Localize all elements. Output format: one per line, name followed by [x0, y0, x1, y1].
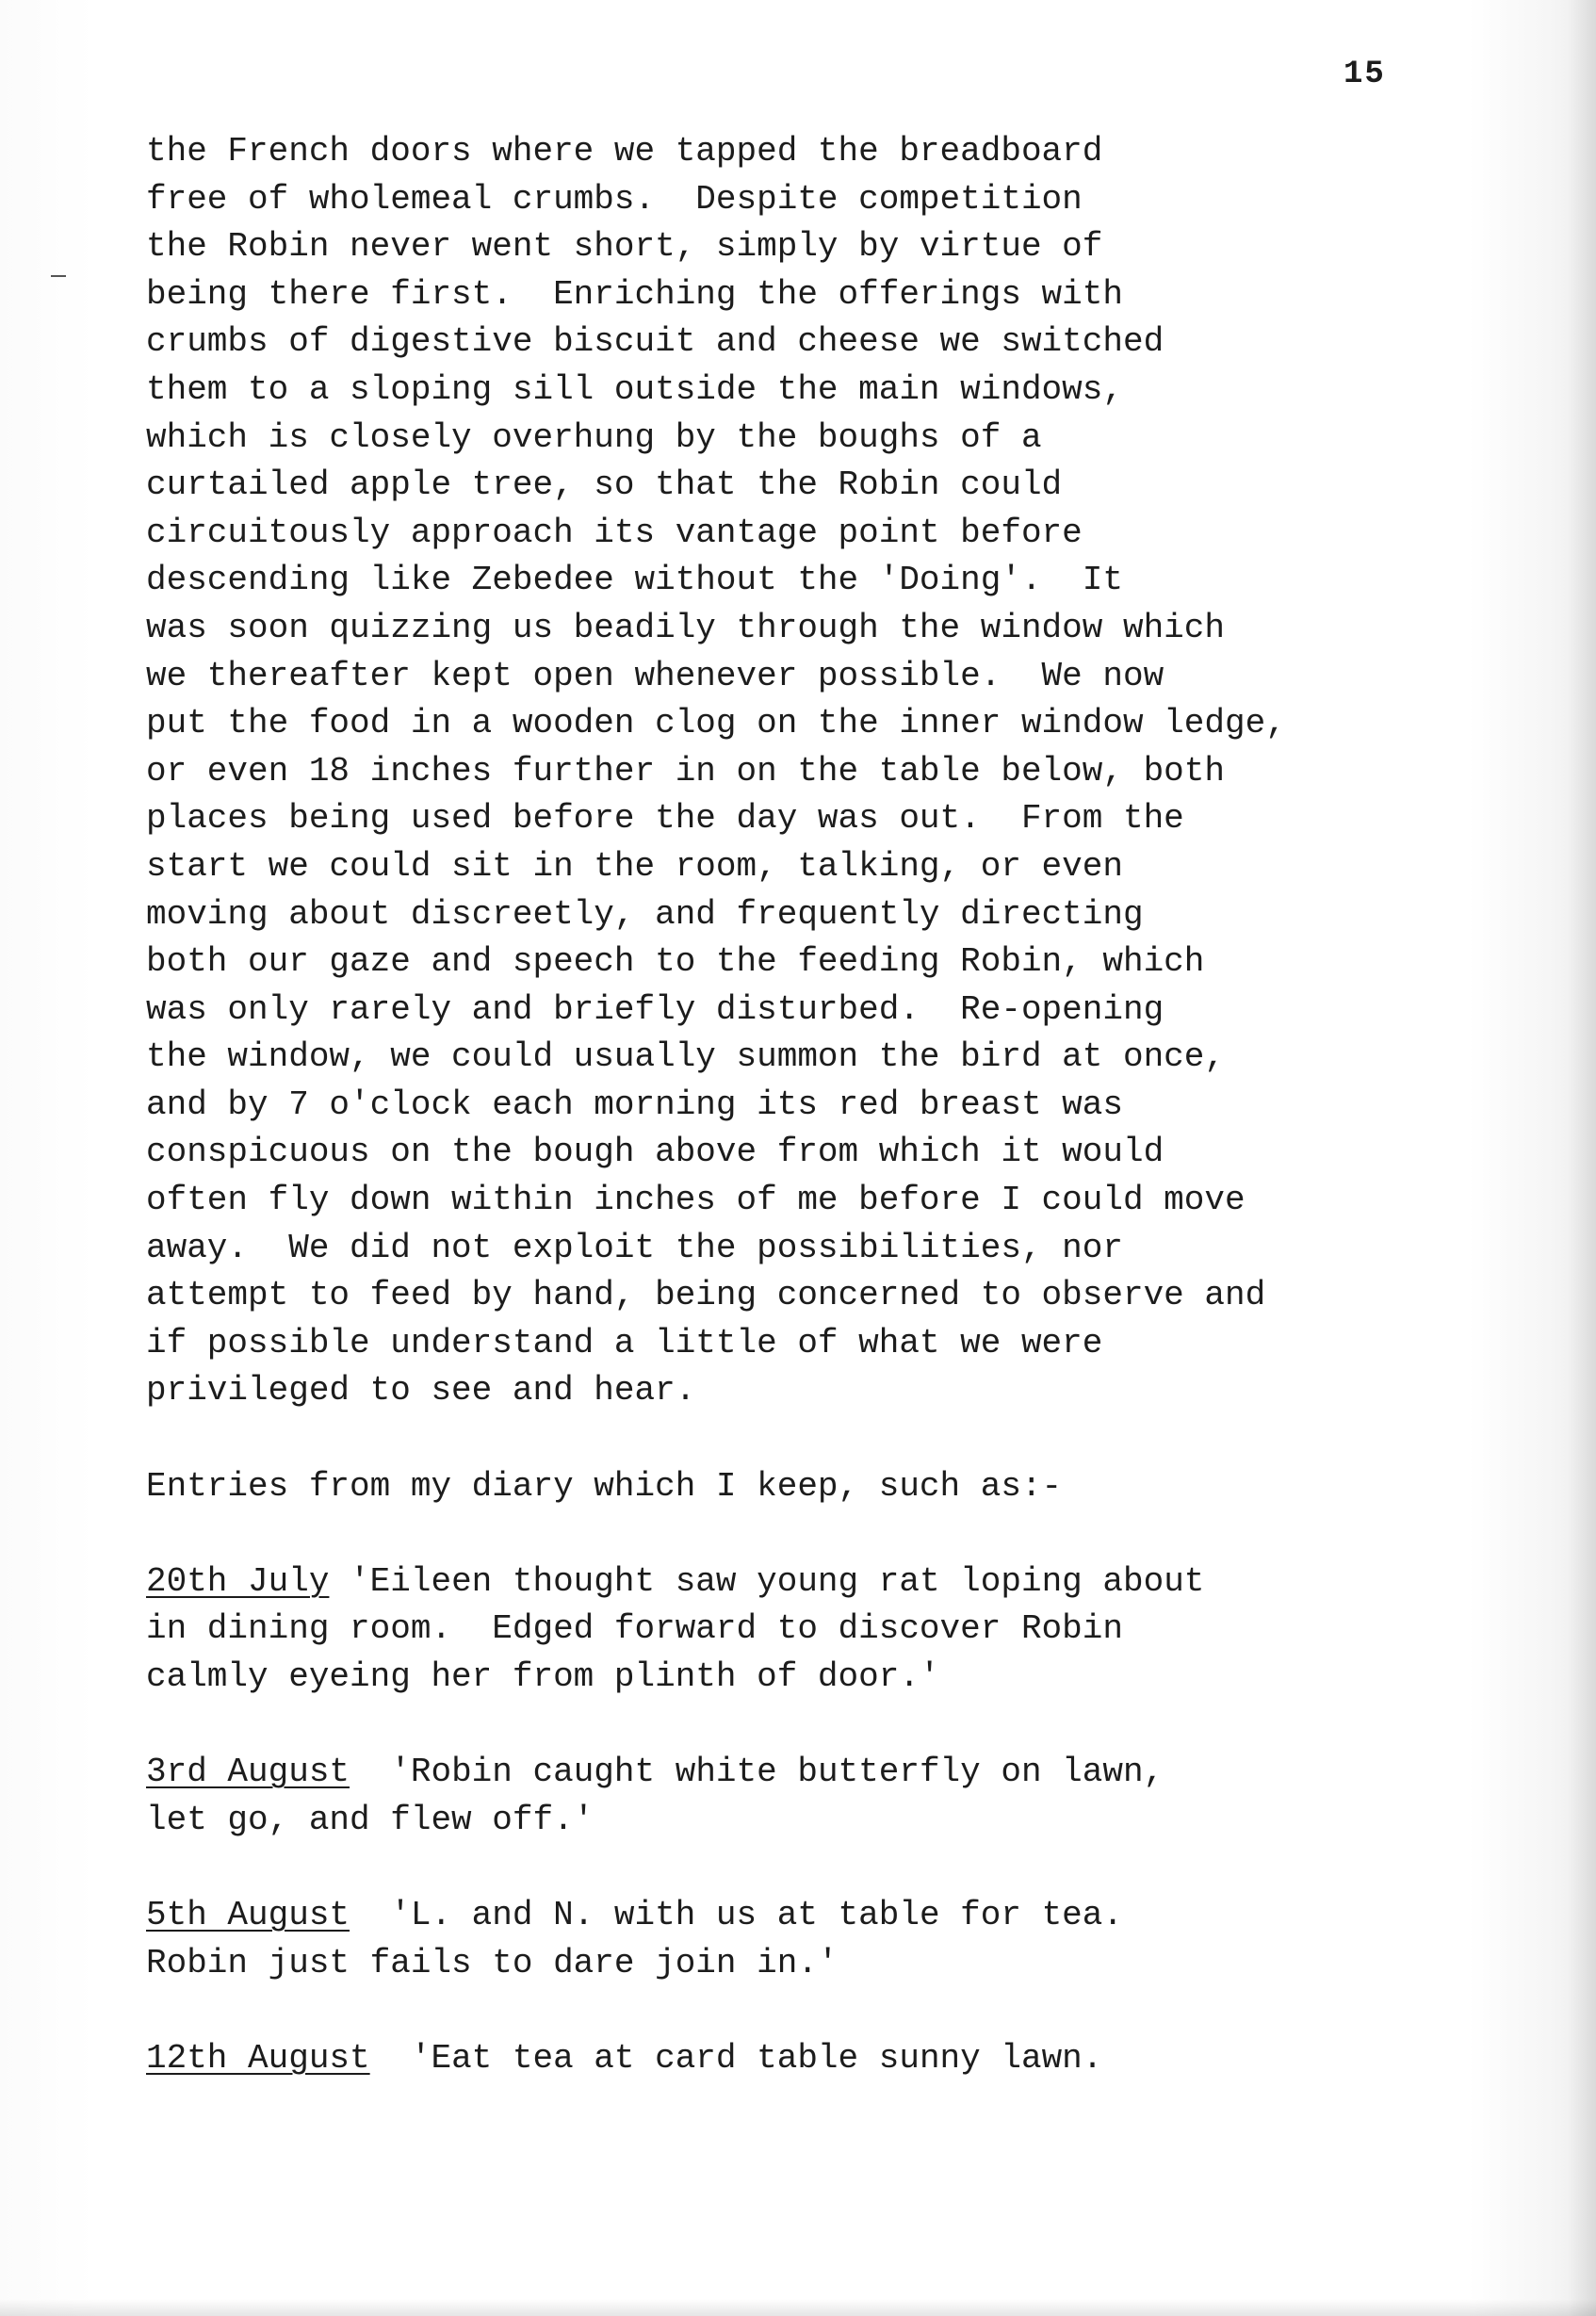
paragraph-line: free of wholemeal crumbs. Despite competition [146, 179, 1083, 219]
entry-text: in dining room. Edged forward to discover Robin [146, 1609, 1123, 1649]
paragraph-line: being there first. Enriching the offerings with [146, 274, 1123, 314]
entry-date: 12th August [146, 2038, 370, 2078]
blank-line [146, 1844, 1484, 1892]
entry-text: 'Robin caught white butterfly on lawn, [390, 1753, 1164, 1792]
paragraph-line: places being used before the day was out. From the [146, 799, 1184, 839]
entry-text: 'Eat tea at card table sunny lawn. [410, 2038, 1103, 2078]
paragraph-line: the French doors where we tapped the breadboard [146, 132, 1103, 171]
paragraph-line: was only rarely and briefly disturbed. Re-opening [146, 989, 1164, 1029]
diary-entry-first-line [146, 1749, 1484, 1797]
margin-mark [51, 275, 66, 277]
paragraph-line: them to a sloping sill outside the main windows, [146, 369, 1123, 409]
page-bottom-shadow [0, 2299, 1596, 2316]
paragraph-line: privileged to see and hear. [146, 1371, 696, 1411]
paragraph-line: we thereafter kept open whenever possible. We now [146, 656, 1164, 695]
diary-entry-12th-august [146, 2035, 1484, 2083]
paragraph-line: curtailed apple tree, so that the Robin could [146, 465, 1063, 505]
page-number: 15 [1344, 57, 1386, 92]
blank-line [146, 1702, 1484, 1750]
paragraph-line: moving about discreetly, and frequently directing [146, 894, 1144, 934]
diary-entry-20th-july [146, 1558, 1484, 1702]
blank-line [146, 1415, 1484, 1463]
paragraph-line: start we could sit in the room, talking, or even [146, 846, 1123, 886]
paragraph-line: circuitously approach its vantage point before [146, 513, 1083, 552]
paragraph-line: conspicuous on the bough above from which it would [146, 1133, 1164, 1172]
entry-text: let go, and flew off.' [146, 1800, 594, 1839]
paragraph-line: the Robin never went short, simply by virtue of [146, 227, 1103, 267]
paragraph-line: descending like Zebedee without the 'Doing'. It [146, 561, 1123, 600]
paragraph-line: or even 18 inches further in on the table below, both [146, 751, 1225, 791]
paragraph-line: often fly down within inches of me before I could move [146, 1181, 1246, 1220]
entry-date: 3rd August [146, 1753, 350, 1792]
paragraph-line: and by 7 o'clock each morning its red breast was [146, 1085, 1123, 1124]
entry-date: 20th July [146, 1561, 330, 1601]
paragraph-line: crumbs of digestive biscuit and cheese we switched [146, 322, 1164, 362]
blank-line [146, 1987, 1484, 2035]
paragraph-line: was soon quizzing us beadily through the window which [146, 608, 1225, 647]
diary-intro: Entries from my diary which I keep, such as:- [146, 1466, 1063, 1506]
entry-text: Robin just fails to dare join in.' [146, 1943, 839, 1982]
diary-entry-first-line [146, 1892, 1484, 1940]
blank-line [146, 1510, 1484, 1558]
diary-entry-first-line [146, 2035, 1484, 2083]
paragraph-line: the window, we could usually summon the bird at once, [146, 1037, 1225, 1077]
diary-entry-first-line [146, 1558, 1484, 1607]
typewritten-text [146, 128, 1484, 2082]
diary-entry-5th-august [146, 1892, 1484, 1987]
entry-text: 'Eileen thought saw young rat loping about [350, 1561, 1205, 1601]
paragraph-line: attempt to feed by hand, being concerned to observe and [146, 1276, 1266, 1315]
entry-date: 5th August [146, 1895, 350, 1934]
paragraph-line: both our gaze and speech to the feeding Robin, which [146, 942, 1205, 982]
entry-text: calmly eyeing her from plinth of door.' [146, 1657, 940, 1696]
diary-entry-3rd-august [146, 1749, 1484, 1844]
entry-text: 'L. and N. with us at table for tea. [390, 1895, 1123, 1934]
paragraph-line: put the food in a wooden clog on the inner window ledge, [146, 704, 1286, 743]
paragraph-line: if possible understand a little of what we were [146, 1323, 1103, 1362]
paragraph-line: which is closely overhung by the boughs of a [146, 417, 1042, 457]
page-edge-shadow [1568, 0, 1596, 2316]
paragraph-line: away. We did not exploit the possibilities, nor [146, 1228, 1123, 1267]
